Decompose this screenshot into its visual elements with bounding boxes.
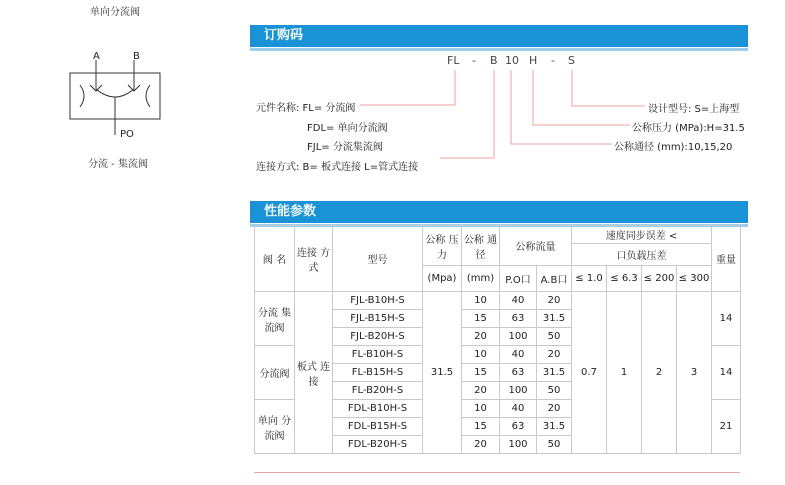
dia-cell: 20 — [462, 436, 500, 454]
col-pressure-unit: (Mpa) — [423, 266, 462, 292]
sync-value-2: 1 — [607, 292, 642, 454]
col-sync-sub: 口负载压差 — [572, 244, 712, 266]
connection-label: 连接方式: B= 板式连接 L=管式连接 — [256, 162, 419, 173]
ab-cell: 31.5 — [537, 310, 572, 328]
col-diameter: 公称 通径 — [462, 226, 500, 266]
col-connection: 连接 方式 — [295, 226, 333, 292]
table-bottom-divider — [254, 472, 740, 473]
dia-cell: 10 — [462, 400, 500, 418]
group-name-fdl: 单向 分流阀 — [255, 400, 295, 454]
col-flow: 公称流量 — [500, 226, 572, 266]
symbol-title: 单向分流阀 — [90, 7, 140, 18]
col-sync-2: ≤ 6.3 — [607, 266, 642, 292]
port-a-label: A — [93, 51, 100, 62]
po-cell: 63 — [500, 364, 537, 382]
order-code-header: 订购码 — [250, 25, 748, 47]
weight-fjl: 14 — [712, 292, 741, 346]
model-cell: FL-B15H-S — [333, 364, 423, 382]
fdl-label: FDL= 单向分流阀 — [307, 123, 388, 134]
ab-cell: 50 — [537, 328, 572, 346]
code-part-series: FL — [447, 54, 460, 67]
model-cell: FJL-B10H-S — [333, 292, 423, 310]
po-cell: 63 — [500, 310, 537, 328]
ab-cell: 20 — [537, 400, 572, 418]
col-model: 型号 — [333, 226, 423, 292]
dia-cell: 15 — [462, 418, 500, 436]
col-sync: 速度同步误差 < — [572, 226, 712, 244]
sync-value-4: 3 — [677, 292, 712, 454]
model-cell: FDL-B10H-S — [333, 400, 423, 418]
model-cell: FJL-B15H-S — [333, 310, 423, 328]
po-cell: 100 — [500, 382, 537, 400]
po-cell: 63 — [500, 418, 537, 436]
table-row — [255, 292, 741, 310]
group-name-fl: 分流阀 — [255, 346, 295, 400]
dia-cell: 15 — [462, 310, 500, 328]
dia-cell: 20 — [462, 328, 500, 346]
connection-value: 板式 连接 — [295, 292, 333, 454]
design-label: 设计型号: S=上海型 — [648, 104, 740, 115]
col-flow-po: P.O口 — [500, 266, 537, 292]
ab-cell: 20 — [537, 346, 572, 364]
pressure-value: 31.5 — [423, 292, 462, 454]
model-cell: FDL-B20H-S — [333, 436, 423, 454]
dia-cell: 20 — [462, 382, 500, 400]
performance-header: 性能参数 — [250, 201, 748, 223]
po-cell: 100 — [500, 436, 537, 454]
diameter-label: 公称通径 (mm):10,15,20 — [614, 142, 733, 153]
po-cell: 100 — [500, 328, 537, 346]
po-cell: 40 — [500, 400, 537, 418]
code-part-dash2: - — [551, 54, 555, 67]
ab-cell: 20 — [537, 292, 572, 310]
element-name-label: 元件名称: FL= 分流阀 — [256, 103, 356, 114]
dia-cell: 10 — [462, 346, 500, 364]
col-flow-ab: A.B口 — [537, 266, 572, 292]
sync-value-3: 2 — [642, 292, 677, 454]
sync-value-1: 0.7 — [572, 292, 607, 454]
model-cell: FL-B10H-S — [333, 346, 423, 364]
ab-cell: 31.5 — [537, 418, 572, 436]
code-part-diameter: 10 — [505, 54, 519, 67]
fjl-label: FJL= 分流集流阀 — [307, 142, 383, 153]
weight-fl: 14 — [712, 346, 741, 400]
port-po-label: PO — [120, 129, 134, 140]
code-part-dash: - — [472, 54, 476, 67]
col-diameter-unit: (mm) — [462, 266, 500, 292]
code-part-design: S — [568, 54, 575, 67]
model-cell: FJL-B20H-S — [333, 328, 423, 346]
po-cell: 40 — [500, 346, 537, 364]
ab-cell: 31.5 — [537, 364, 572, 382]
col-sync-3: ≤ 200 — [642, 266, 677, 292]
po-cell: 40 — [500, 292, 537, 310]
col-sync-1: ≤ 1.0 — [572, 266, 607, 292]
weight-fdl: 21 — [712, 400, 741, 454]
code-part-connection: B — [490, 54, 498, 67]
col-sync-4: ≤ 300 — [677, 266, 712, 292]
ab-cell: 50 — [537, 382, 572, 400]
col-weight: 重量 — [712, 226, 741, 292]
col-pressure: 公称 压力 — [423, 226, 462, 266]
dia-cell: 10 — [462, 292, 500, 310]
port-b-label: B — [133, 51, 140, 62]
model-cell: FDL-B15H-S — [333, 418, 423, 436]
model-cell: FL-B20H-S — [333, 382, 423, 400]
col-valve-name: 阀 名 — [255, 226, 295, 292]
symbol-caption: 分流 - 集流阀 — [88, 159, 148, 170]
code-part-pressure: H — [529, 54, 538, 67]
group-name-fjl: 分流 集流阀 — [255, 292, 295, 346]
pressure-label: 公称压力 (MPa):H=31.5 — [632, 123, 745, 134]
performance-table — [254, 225, 741, 454]
dia-cell: 15 — [462, 364, 500, 382]
ab-cell: 50 — [537, 436, 572, 454]
